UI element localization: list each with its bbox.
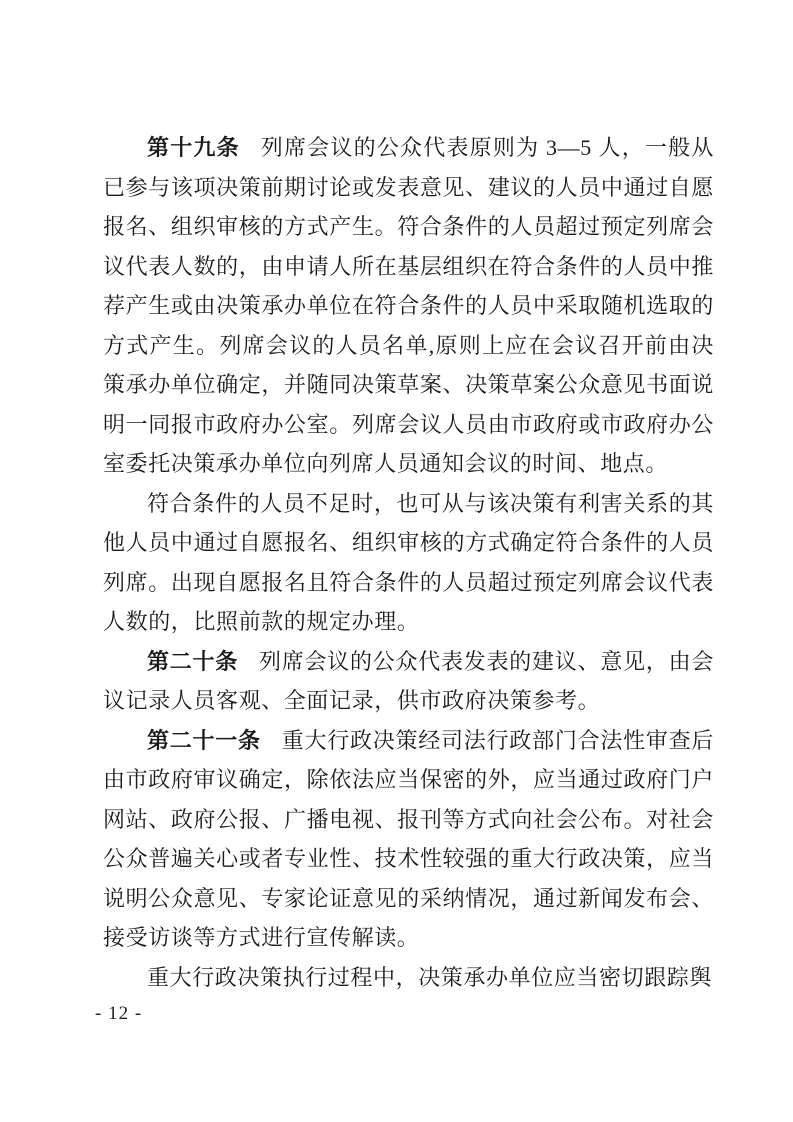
paragraph-text: 列席会议的公众代表发表的建议、意见，由会议记录人员客观、全面记录，供市政府决策参考。 bbox=[103, 648, 714, 713]
paragraph-execution-tracking bbox=[103, 958, 714, 998]
article-number-19: 第十九条 bbox=[147, 135, 240, 160]
paragraph-article-20 bbox=[103, 642, 714, 721]
paragraph-text: 重大行政决策经司法行政部门合法性审查后由市政府审议确定，除依法应当保密的外，应当通过政府门户网站、政府公报、广播电视、报刊等方式向社会公布。对社会公众普遍关心或者专业性、技术性较强的重大行政决策，应当说明公众意见、专家论证意见的采纳情况，通过新闻发布会、接受访谈等方式进行宣传解读。 bbox=[103, 727, 714, 950]
paragraph-text: 符合条件的人员不足时，也可从与该决策有利害关系的其他人员中通过自愿报名、组织审核的方式确定符合条件的人员列席。出现自愿报名且符合条件的人员超过预定列席会议代表人数的，比照前款的规定办理。 bbox=[103, 490, 714, 634]
page-number: - 12 - bbox=[95, 1003, 143, 1024]
paragraph-text: 列席会议的公众代表原则为 3—5 人，一般从已参与该项决策前期讨论或发表意见、建议的人员中通过自愿报名、组织审核的方式产生。符合条件的人员超过预定列席会议代表人数的，由申请人所在基层组织在符合条件的人员中推荐产生或由决策承办单位在符合条件的人员中采取随机选取的方式产生。列席会议的人员名单,原则上应在会议召开前由决策承办单位确定，并随同决策草案、决策草案公众意见书面说明一同报市政府办公室。列席会议人员由市政府或市政府办公室委托决策承办单位向列席人员通知会议的时间、地点。 bbox=[103, 135, 714, 476]
document-body bbox=[103, 128, 714, 997]
paragraph-article-21 bbox=[103, 721, 714, 958]
article-number-21: 第二十一条 bbox=[147, 727, 261, 753]
paragraph-eligible-shortfall bbox=[103, 484, 714, 642]
article-number-20: 第二十条 bbox=[147, 648, 239, 674]
paragraph-text: 重大行政决策执行过程中，决策承办单位应当密切跟踪舆 bbox=[147, 964, 713, 990]
paragraph-article-19 bbox=[103, 128, 714, 484]
